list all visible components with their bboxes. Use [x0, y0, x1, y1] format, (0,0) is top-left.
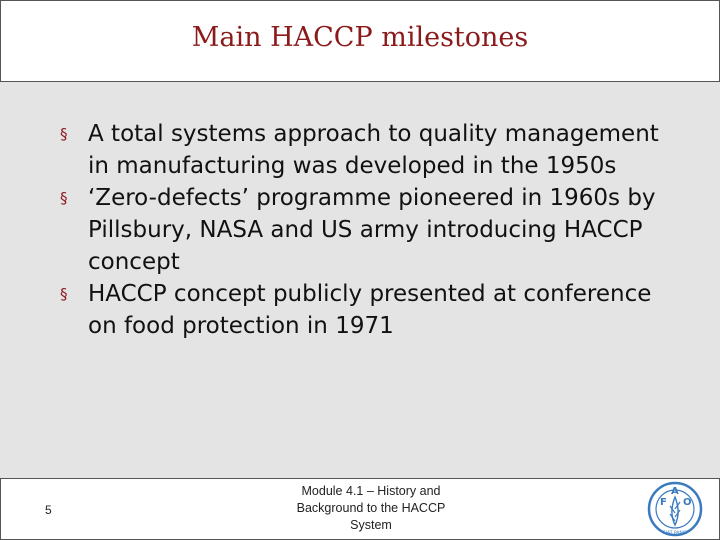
title-bar	[0, 0, 720, 82]
bullet-item	[56, 182, 686, 278]
bullet-list	[56, 118, 686, 342]
slide-title: Main HACCP milestones	[191, 21, 529, 53]
bullet-text: A total systems approach to quality management in manufacturing was developed in the 1950s	[88, 121, 659, 179]
fao-logo-icon	[647, 481, 703, 537]
bullet-item	[56, 118, 686, 182]
fao-logo-motto: FIAT PANIS	[663, 531, 687, 536]
bullet-text: ‘Zero-defects’ programme pioneered in 1960s by Pillsbury, NASA and US army introducing HACCP concept	[88, 185, 656, 275]
footer-caption-line: Module 4.1 – History and	[301, 484, 441, 498]
fao-logo-letter: F	[660, 497, 667, 508]
bullet-marker-icon: §	[60, 125, 68, 143]
bullet-item	[56, 278, 686, 342]
footer-caption	[271, 483, 471, 534]
footer-caption-line: Background to the HACCP	[296, 501, 446, 515]
fao-logo-letter: A	[671, 486, 679, 497]
footer-caption-line: System	[350, 518, 392, 532]
slide-number: 5	[45, 503, 52, 517]
fao-logo-letter: O	[683, 497, 692, 508]
bullet-marker-icon: §	[60, 285, 68, 303]
bullet-marker-icon: §	[60, 189, 68, 207]
bullet-text: HACCP concept publicly presented at conference on food protection in 1971	[88, 281, 652, 339]
footer-bar	[0, 478, 720, 540]
